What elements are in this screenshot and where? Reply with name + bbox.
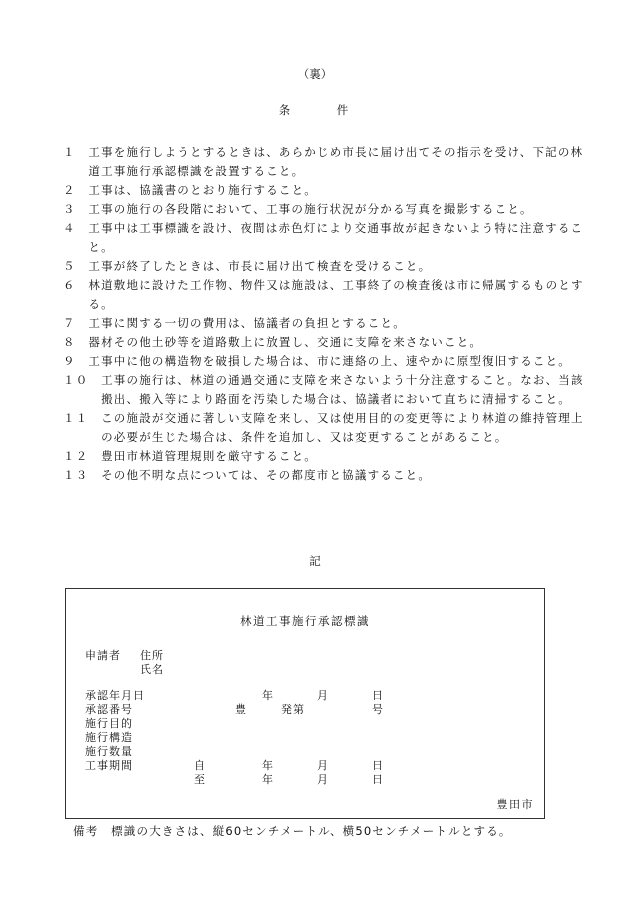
approval-date-label: 承認年月日 <box>85 689 145 702</box>
sign-title: 林道工事施行承認標識 <box>240 614 370 628</box>
condition-number: １３ <box>63 468 102 482</box>
approval-date-year: 年 <box>262 689 274 702</box>
conditions-list <box>63 143 593 485</box>
ki-heading: 記 <box>309 554 321 568</box>
condition-number: ６ <box>63 278 89 292</box>
address-label: 住所 <box>140 649 164 662</box>
condition-item-10 <box>63 371 593 409</box>
condition-number: １０ <box>63 373 102 387</box>
condition-text: 工事は、協議書のとおり施行すること。 <box>88 183 318 197</box>
page-side-label: （裏） <box>297 67 333 81</box>
quantity-label: 施行数量 <box>85 745 133 758</box>
condition-item-6 <box>63 276 593 314</box>
condition-item-9 <box>63 352 593 371</box>
condition-text: 工事を施行しようとするときは、あらかじめ市長に届け出てその指示を受け、下記の林道工事施行承認標識を設置すること。 <box>88 145 584 178</box>
condition-item-3 <box>63 200 593 219</box>
condition-number: ４ <box>63 221 89 235</box>
condition-item-2 <box>63 181 593 200</box>
approval-sign-box <box>65 588 545 819</box>
structure-label: 施行構造 <box>85 731 133 744</box>
period-from-month: 月 <box>317 759 329 772</box>
condition-text: 工事中は工事標識を設け、夜間は赤色灯により交通事故が起きないよう特に注意すること。 <box>88 221 584 254</box>
condition-text: 工事の施行は、林道の通過交通に支障を来さないよう十分注意すること。なお、当該搬出、搬入等により路面を汚染した場合は、協議者において直ちに清掃すること。 <box>101 373 584 406</box>
condition-item-12 <box>63 447 593 466</box>
approval-number-label: 承認番号 <box>85 703 133 716</box>
approval-number-hatsudai: 発第 <box>281 703 305 716</box>
condition-number: ３ <box>63 202 89 216</box>
condition-item-8 <box>63 333 593 352</box>
condition-text: 工事の施行の各段階において、工事の施行状況が分かる写真を撮影すること。 <box>88 202 533 216</box>
approval-date-month: 月 <box>317 689 329 702</box>
condition-item-13 <box>63 466 593 485</box>
condition-number: ７ <box>63 316 89 330</box>
condition-text: 林道敷地に設けた工作物、物件又は施設は、工事終了の検査後は市に帰属するものとする。 <box>88 278 584 311</box>
condition-number: ８ <box>63 335 89 349</box>
period-from: 自 <box>194 759 206 772</box>
condition-item-4 <box>63 219 593 257</box>
condition-text: 工事が終了したときは、市長に届け出て検査を受けること。 <box>88 259 432 273</box>
period-label: 工事期間 <box>85 759 133 772</box>
conditions-heading: 条 件 <box>278 103 352 117</box>
approval-date-day: 日 <box>372 689 384 702</box>
condition-number: １１ <box>63 411 102 425</box>
condition-number: １２ <box>63 449 102 463</box>
condition-text: 工事に関する一切の費用は、協議者の負担とすること。 <box>88 316 406 330</box>
period-from-year: 年 <box>262 759 274 772</box>
purpose-label: 施行目的 <box>85 717 133 730</box>
condition-item-11 <box>63 409 593 447</box>
period-to-year: 年 <box>262 773 274 786</box>
period-from-day: 日 <box>372 759 384 772</box>
condition-text: この施設が交通に著しい支障を来し、又は使用目的の変更等により林道の維持管理上の必要が生じた場合は、条件を追加し、又は変更することがあること。 <box>101 411 584 444</box>
condition-text: 器材その他土砂等を道路敷上に放置し、交通に支障を来さないこと。 <box>88 335 483 349</box>
condition-item-5 <box>63 257 593 276</box>
condition-text: 豊田市林道管理規則を厳守すること。 <box>101 449 318 463</box>
city-name: 豊田市 <box>496 798 534 811</box>
condition-number: １ <box>63 145 89 159</box>
condition-number: ２ <box>63 183 89 197</box>
condition-item-7 <box>63 314 593 333</box>
applicant-label: 申請者 <box>85 649 121 662</box>
condition-text: 工事中に他の構造物を破損した場合は、市に連絡の上、速やかに原型復旧すること。 <box>88 354 572 368</box>
condition-text: その他不明な点については、その都度市と協議すること。 <box>101 468 432 482</box>
condition-number: ５ <box>63 259 89 273</box>
name-label: 氏名 <box>140 663 164 676</box>
approval-number-prefix: 豊 <box>235 703 247 716</box>
period-to-month: 月 <box>317 773 329 786</box>
remarks-note: 備考 標識の大きさは、縦60センチメートル、横50センチメートルとする。 <box>73 824 512 838</box>
approval-number-go: 号 <box>372 703 384 716</box>
condition-number: ９ <box>63 354 89 368</box>
period-to-day: 日 <box>372 773 384 786</box>
period-to: 至 <box>194 773 206 786</box>
condition-item-1 <box>63 143 593 181</box>
